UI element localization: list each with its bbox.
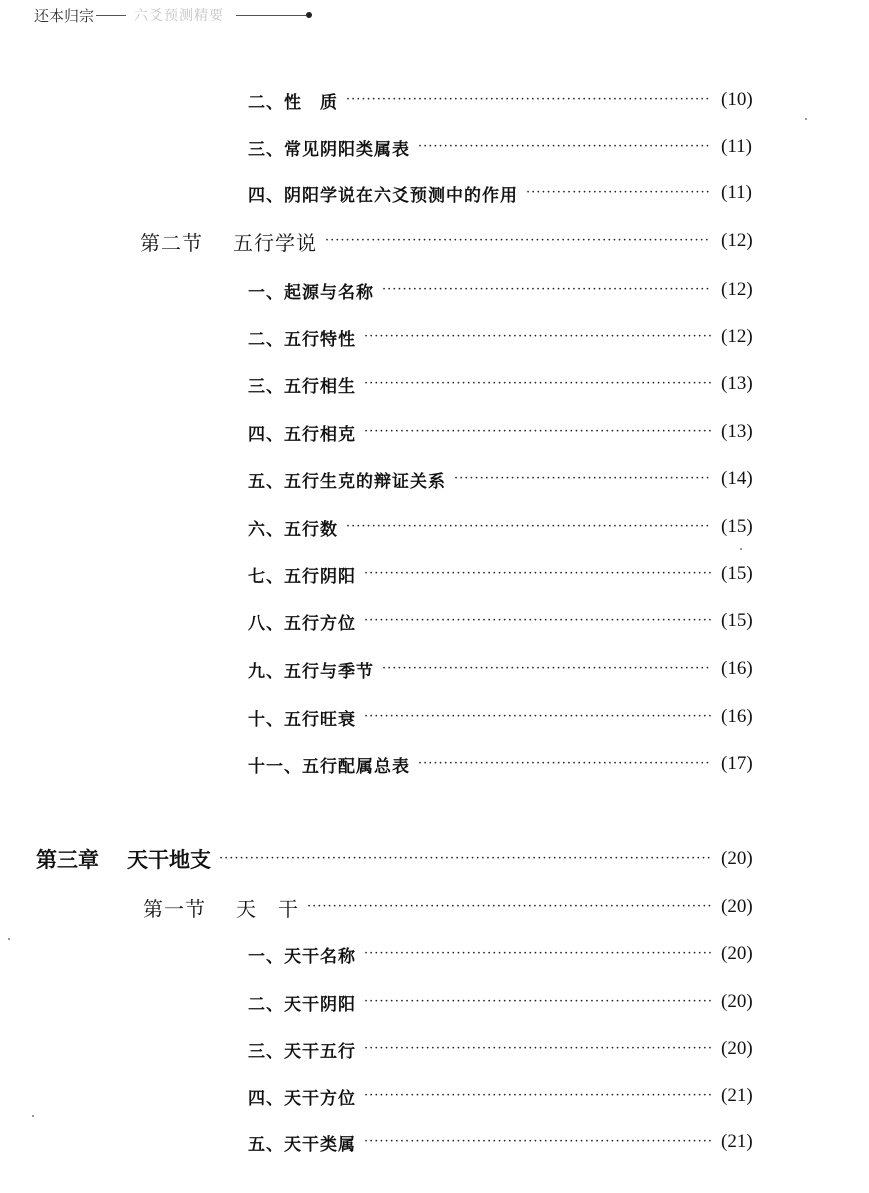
page-number: (11) xyxy=(721,136,752,157)
page-number: (13) xyxy=(721,373,753,394)
scan-speck xyxy=(8,938,10,940)
toc-chapter-label xyxy=(36,844,211,874)
dot-leader xyxy=(346,512,711,542)
running-header xyxy=(34,4,312,26)
toc-section[interactable] xyxy=(143,892,765,922)
page-number: (13) xyxy=(721,421,753,442)
dot-leader xyxy=(364,369,711,399)
page-number: (12) xyxy=(721,230,753,251)
dot-leader xyxy=(364,702,711,732)
toc-item-label: 四、五行相克 xyxy=(248,424,356,445)
page-number: (21) xyxy=(721,1085,753,1106)
toc-item-label: 三、常见阴阳类属表 xyxy=(248,139,410,160)
dot-leader xyxy=(364,987,711,1017)
toc-item[interactable] xyxy=(248,322,765,352)
toc-item-label: 九、五行与季节 xyxy=(248,661,374,682)
toc-item[interactable] xyxy=(248,132,765,162)
toc-item[interactable] xyxy=(248,464,765,494)
page-number: (15) xyxy=(721,610,753,631)
chapter-number: 第三章 xyxy=(36,848,99,872)
toc-item-label: 一、天干名称 xyxy=(248,946,356,967)
dot-leader xyxy=(346,85,711,115)
toc-item[interactable] xyxy=(248,987,765,1017)
toc-item[interactable] xyxy=(248,512,765,542)
section-title: 五行学说 xyxy=(233,230,317,255)
toc-item[interactable] xyxy=(248,275,765,305)
toc-section-label xyxy=(140,227,317,256)
page-number: (16) xyxy=(721,706,753,727)
dot-leader xyxy=(382,654,711,684)
page-number: (20) xyxy=(721,848,753,869)
book-subtitle: 六爻预测精要 xyxy=(134,8,225,24)
page-number: (15) xyxy=(721,516,753,537)
dot-leader xyxy=(364,1127,711,1157)
dot-leader xyxy=(364,1081,711,1111)
scan-speck xyxy=(805,118,807,120)
toc-chapter[interactable] xyxy=(36,844,765,874)
dot-leader xyxy=(418,749,711,779)
scan-speck xyxy=(740,548,742,550)
dot-leader xyxy=(364,939,711,969)
section-number: 第一节 xyxy=(143,896,206,921)
toc-item-label: 六、五行数 xyxy=(248,519,338,540)
page-number: (20) xyxy=(721,991,753,1012)
toc-item[interactable] xyxy=(248,559,765,589)
page-number: (12) xyxy=(721,326,753,347)
page-number: (17) xyxy=(721,753,753,774)
dot-leader xyxy=(526,178,711,208)
toc-item-label: 三、五行相生 xyxy=(248,376,356,397)
dot-leader xyxy=(364,606,711,636)
toc-item[interactable] xyxy=(248,1081,765,1111)
toc-item-label: 十、五行旺衰 xyxy=(248,709,356,730)
dot-leader xyxy=(364,417,711,447)
toc-item-label: 五、五行生克的辩证关系 xyxy=(248,471,446,492)
toc-item[interactable] xyxy=(248,369,765,399)
header-rule-long xyxy=(236,15,306,16)
toc-item[interactable] xyxy=(248,417,765,447)
toc-item-label: 五、天干类属 xyxy=(248,1134,356,1155)
toc-item-label: 四、阴阳学说在六爻预测中的作用 xyxy=(248,185,518,206)
toc-item-label: 八、五行方位 xyxy=(248,613,356,634)
toc-item-label: 三、天干五行 xyxy=(248,1041,356,1062)
dot-leader xyxy=(364,322,711,352)
toc-item[interactable] xyxy=(248,178,765,208)
header-bullet xyxy=(306,12,312,18)
page-number: (16) xyxy=(721,658,753,679)
toc-item-label: 十一、五行配属总表 xyxy=(248,756,410,777)
dot-leader xyxy=(219,844,711,874)
page-number: (10) xyxy=(721,89,753,110)
toc-item[interactable] xyxy=(248,749,765,779)
toc-item[interactable] xyxy=(248,702,765,732)
toc-item-label: 二、性 质 xyxy=(248,92,338,113)
scan-speck xyxy=(32,1115,34,1117)
dot-leader xyxy=(325,226,711,256)
chapter-title: 天干地支 xyxy=(127,848,211,872)
toc-section-label xyxy=(143,893,299,922)
dot-leader xyxy=(382,275,711,305)
dot-leader xyxy=(418,132,711,162)
toc-section[interactable] xyxy=(140,226,765,256)
toc-item-label: 二、五行特性 xyxy=(248,329,356,350)
page-number: (11) xyxy=(721,182,752,203)
header-rule xyxy=(96,15,126,16)
section-number: 第二节 xyxy=(140,230,203,255)
dot-leader xyxy=(307,892,711,922)
page-number: (20) xyxy=(721,896,753,917)
toc-item[interactable] xyxy=(248,654,765,684)
dot-leader xyxy=(364,1034,711,1064)
page-number: (21) xyxy=(721,1131,753,1152)
toc-item[interactable] xyxy=(248,606,765,636)
toc-item[interactable] xyxy=(248,85,765,115)
page-number: (20) xyxy=(721,943,753,964)
toc-item[interactable] xyxy=(248,1034,765,1064)
page-number: (15) xyxy=(721,563,753,584)
page-number: (12) xyxy=(721,279,753,300)
toc-item[interactable] xyxy=(248,939,765,969)
toc-item-label: 二、天干阴阳 xyxy=(248,994,356,1015)
dot-leader xyxy=(454,464,711,494)
toc-item-label: 七、五行阴阳 xyxy=(248,566,356,587)
toc-item-label: 四、天干方位 xyxy=(248,1088,356,1109)
toc-item[interactable] xyxy=(248,1127,765,1157)
section-title: 天 干 xyxy=(236,896,299,921)
toc-item-label: 一、起源与名称 xyxy=(248,282,374,303)
dot-leader xyxy=(364,559,711,589)
page-number: (20) xyxy=(721,1038,753,1059)
book-title: 还本归宗 xyxy=(34,6,95,25)
page-number: (14) xyxy=(721,468,753,489)
